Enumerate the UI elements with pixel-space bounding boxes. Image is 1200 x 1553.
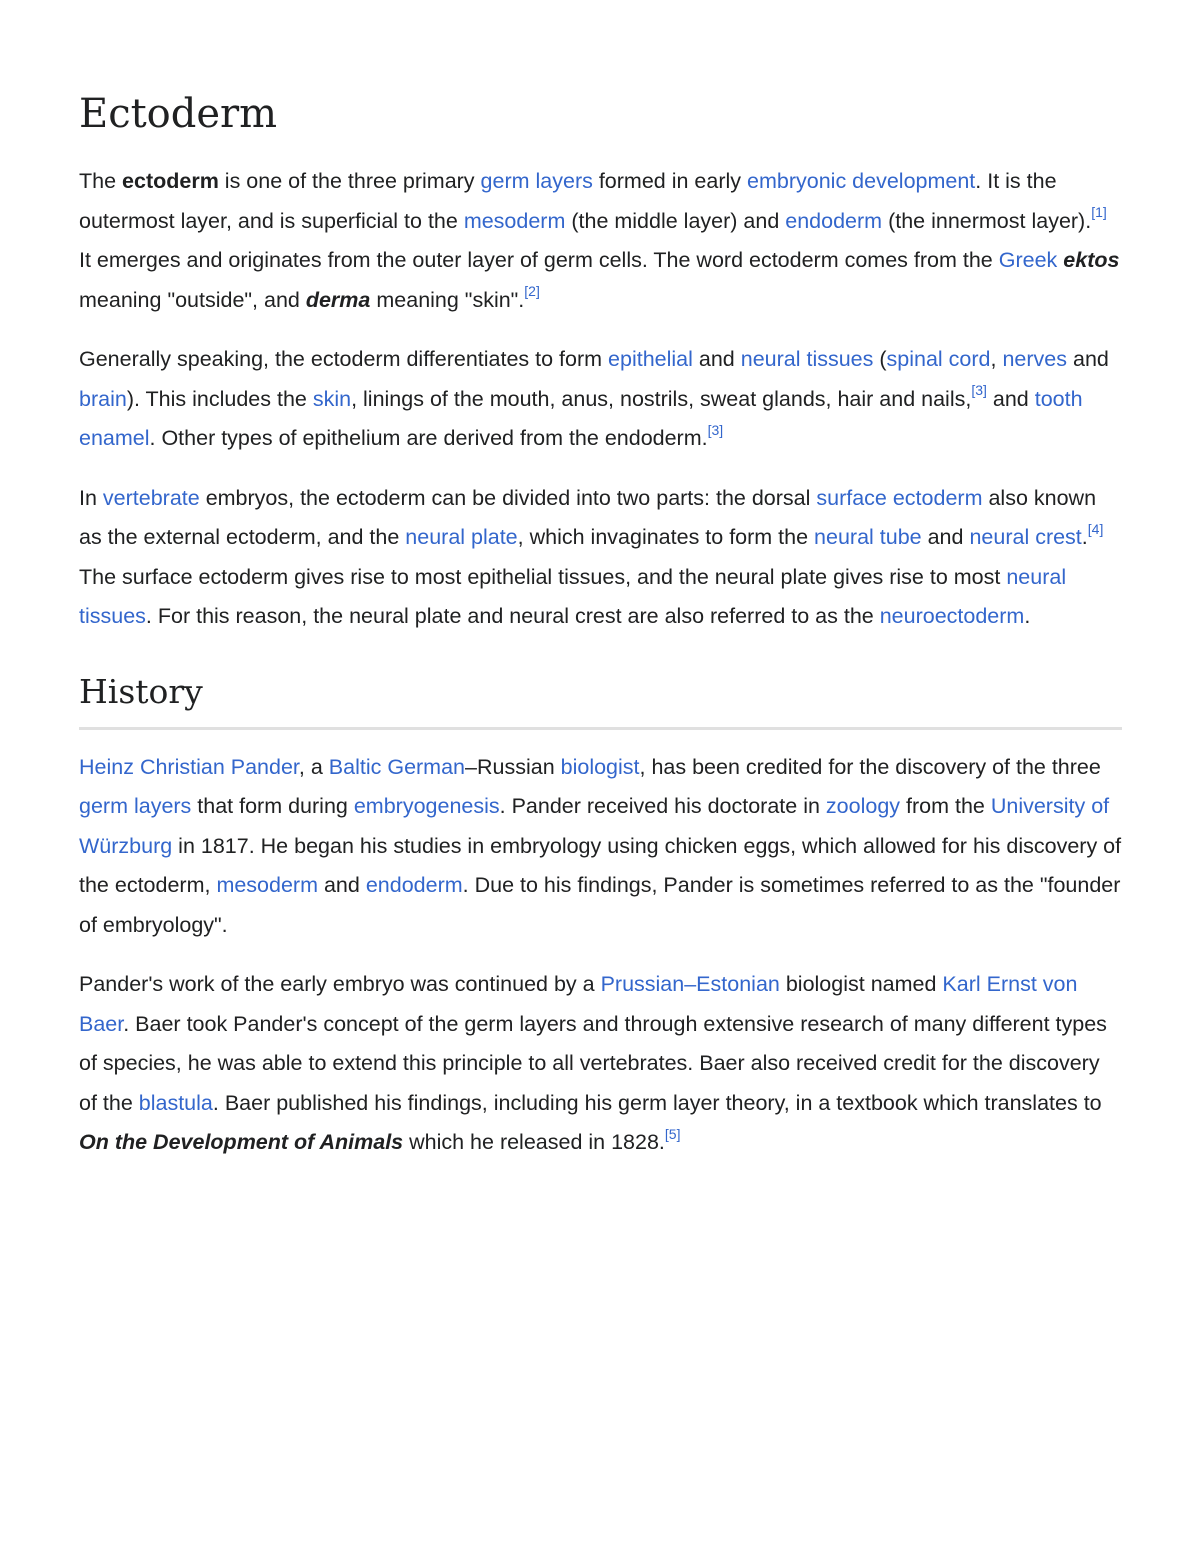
link-spinal-cord[interactable]: spinal cord (886, 347, 991, 371)
history-paragraph-1 (79, 748, 1122, 946)
reference-link[interactable]: [2] (524, 283, 540, 300)
text: , which invaginates to form the (517, 525, 815, 549)
link-tooth-enamel[interactable]: tooth enamel (79, 386, 1083, 450)
link-embryonic-development[interactable]: embryonic development (747, 169, 976, 193)
reference-link[interactable]: [3] (971, 382, 987, 399)
text: and (318, 873, 366, 897)
text: and (692, 347, 741, 371)
link-embryogenesis[interactable]: embryogenesis (353, 794, 500, 818)
link-vertebrate[interactable]: vertebrate (102, 485, 200, 510)
link-endoderm[interactable]: endoderm (785, 208, 883, 233)
text: also known as the external ectoderm, and the (79, 485, 1097, 549)
term-ektos: ektos (1063, 248, 1120, 272)
link-baltic-german[interactable]: Baltic German (328, 754, 466, 779)
text: . Pander received his doctorate in (499, 794, 826, 818)
text: , linings of the mouth, anus, nostrils, sweat glands, hair and nails, (351, 386, 972, 411)
text: . (1081, 525, 1088, 549)
link-neural-tube[interactable]: neural tube (814, 525, 922, 549)
bold-term: ectoderm (122, 169, 219, 193)
text: and (986, 386, 1035, 411)
link-neural-crest[interactable]: neural crest (969, 525, 1082, 549)
link-epithelial[interactable]: epithelial (608, 347, 693, 371)
text: , a (298, 754, 329, 779)
intro-paragraph-1 (79, 162, 1122, 320)
text: that form during (191, 794, 354, 818)
page-title: Ectoderm (79, 91, 278, 137)
text: (the innermost layer). (882, 208, 1092, 233)
intro-paragraph-3 (79, 479, 1122, 637)
link-mesoderm[interactable]: mesoderm (216, 873, 318, 897)
term-derma: derma (305, 287, 371, 312)
text: meaning "outside", and (79, 287, 306, 312)
link-neuroectoderm[interactable]: neuroectoderm (879, 604, 1025, 628)
link-zoology[interactable]: zoology (825, 794, 901, 818)
link-neural-tissues[interactable]: neural tissues (79, 564, 1067, 628)
link-neural-plate[interactable]: neural plate (405, 525, 518, 549)
text: and (1067, 347, 1109, 371)
link-blastula[interactable]: blastula (138, 1090, 213, 1115)
text: . It is the outermost layer, and is superficial to the (79, 169, 1057, 233)
link-skin[interactable]: skin (312, 386, 352, 411)
link-nerves[interactable]: nerves (1002, 347, 1068, 371)
text: from the (900, 794, 991, 818)
text: It emerges and originates from the outer layer of germ cells. The word ectoderm comes from the (79, 248, 999, 272)
text: in 1817. He began his studies in embryology using chicken eggs, which allowed for his discovery of the ectoderm, (79, 833, 1122, 897)
text: biologist named (779, 972, 943, 996)
text: and (921, 525, 970, 549)
link-greek[interactable]: Greek (998, 248, 1058, 272)
text: . Due to his findings, Pander is sometimes referred to as the "founder of embryology". (79, 873, 1121, 937)
link-mesoderm[interactable]: mesoderm (463, 208, 566, 233)
text: meaning "skin". (370, 287, 525, 312)
text: ). This includes the (126, 386, 313, 411)
text: , has been credited for the discovery of the three (639, 754, 1101, 779)
link-prussian-estonian[interactable]: Prussian–Estonian (600, 972, 780, 996)
link-germ-layers[interactable]: germ layers (480, 169, 593, 193)
link-brain[interactable]: brain (79, 386, 127, 411)
link-heinz-christian-pander[interactable]: Heinz Christian Pander (79, 754, 299, 779)
text: Pander's work of the early embryo was continued by a (79, 972, 601, 996)
text: ( (873, 347, 887, 371)
text: In (79, 485, 103, 510)
text: . Baer published his findings, including his germ layer theory, in a textbook which translates to (212, 1090, 1102, 1115)
history-paragraph-2 (79, 965, 1122, 1163)
text: The surface ectoderm gives rise to most epithelial tissues, and the neural plate gives rise to most (79, 564, 1007, 589)
link-germ-layers[interactable]: germ layers (79, 794, 192, 818)
text: . (1024, 604, 1031, 628)
text: (the middle layer) and (565, 208, 786, 233)
link-karl-ernst-von-baer[interactable]: Karl Ernst von Baer (79, 972, 1078, 1036)
reference-link[interactable]: [1] (1091, 204, 1107, 221)
text: embryos, the ectoderm can be divided into two parts: the dorsal (199, 485, 817, 510)
link-endoderm[interactable]: endoderm (365, 873, 463, 897)
text: is one of the three primary (218, 169, 481, 193)
reference-link[interactable]: [4] (1087, 520, 1104, 537)
link-neural-tissues[interactable]: neural tissues (740, 347, 874, 371)
link-surface-ectoderm[interactable]: surface ectoderm (816, 485, 983, 510)
text: which he released in 1828. (403, 1130, 665, 1154)
text: , (990, 347, 1003, 371)
article (79, 86, 1122, 1183)
text: . Other types of epithelium are derived from the endoderm. (149, 426, 708, 450)
link-biologist[interactable]: biologist (560, 754, 640, 779)
section-heading-history: History (79, 669, 1122, 730)
text: formed in early (592, 169, 748, 193)
link-university-of-wurzburg[interactable]: University of Würzburg (79, 794, 1110, 858)
text: The (79, 169, 123, 193)
text: –Russian (465, 754, 561, 779)
text: . Baer took Pander's concept of the germ layers and through extensive research of many different types of species, he was able to extend this principle to all vertebrates. Baer also received credit for the discovery of the (79, 1011, 1107, 1115)
intro-paragraph-2 (79, 340, 1122, 459)
text: . For this reason, the neural plate and neural crest are also referred to as the (145, 604, 880, 628)
book-title: On the Development of Animals (79, 1130, 404, 1154)
reference-link[interactable]: [5] (664, 1125, 681, 1142)
reference-link[interactable]: [3] (707, 421, 724, 438)
text: Generally speaking, the ectoderm differentiates to form (79, 347, 609, 371)
